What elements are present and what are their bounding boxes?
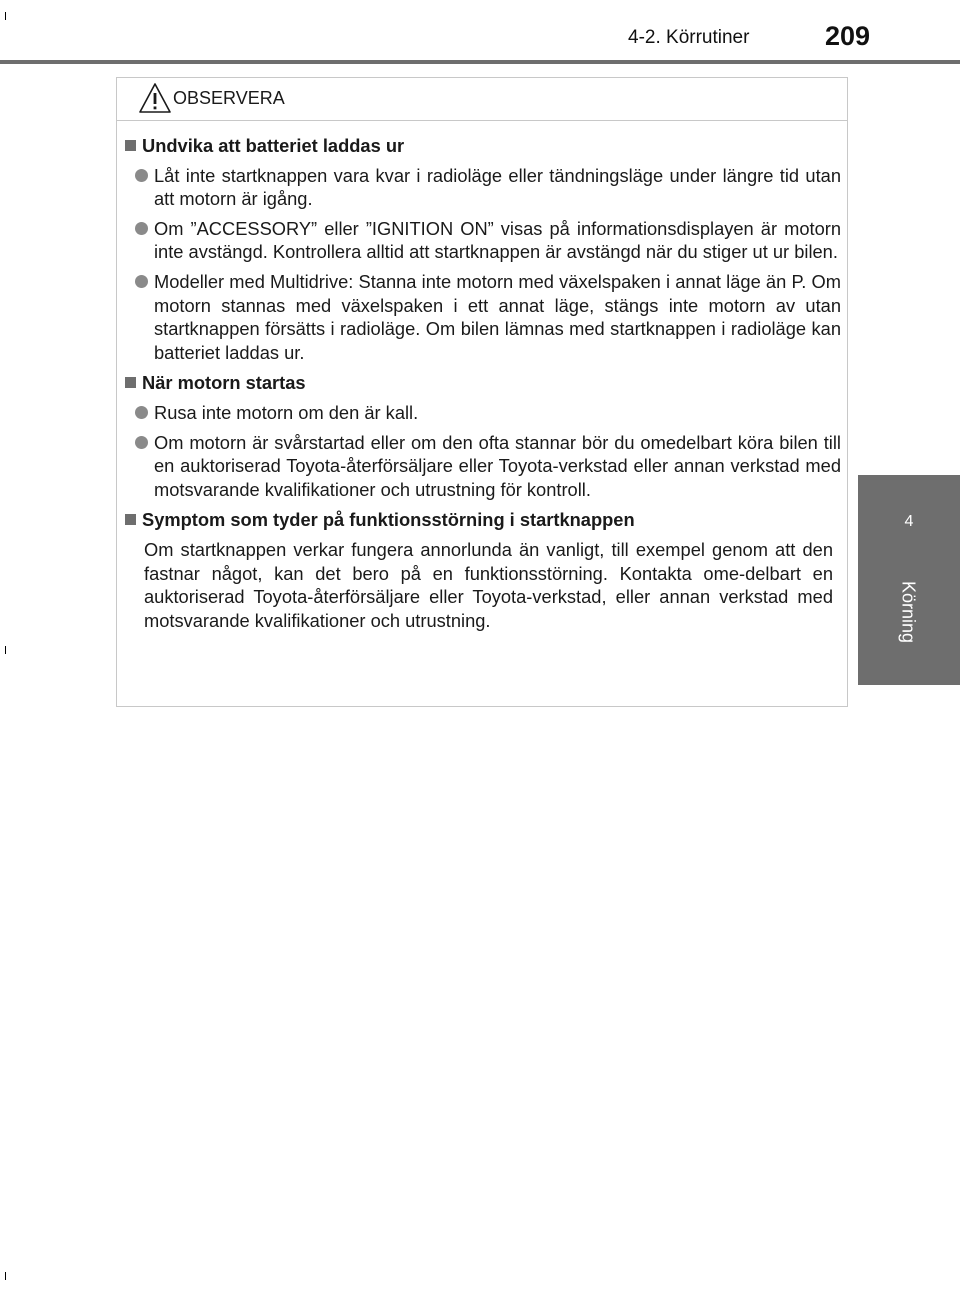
section-title: 4-2. Körrutiner [628, 27, 750, 48]
page-number: 209 [825, 21, 871, 51]
crop-mark [5, 12, 6, 20]
caution-box [116, 77, 848, 707]
list-item-text: Om motorn är svårstartad eller om den ofta stannar bör du omedelbart köra bilen till en auktoriserad Toyota-återförsäljare eller Toyota-verkstad eller annan verkstad med motsvarande kvalifikationer och utrustning för kontroll. [154, 431, 841, 500]
list-item [135, 431, 841, 502]
list-item [135, 217, 841, 264]
section-heading-text: Undvika att batteriet laddas ur [142, 135, 405, 156]
square-bullet-icon [125, 514, 136, 525]
crop-mark [5, 646, 6, 654]
list-item-text: Om ”ACCESSORY” eller ”IGNITION ON” visas på informationsdisplayen är motorn inte avstängd. Kontrollera alltid att startknappen är avstängd när du stiger ut ur bilen. [154, 217, 841, 263]
section-heading [125, 371, 841, 395]
section-heading [125, 508, 841, 532]
chapter-tab-number: 4 [904, 513, 914, 530]
list-item [135, 270, 841, 364]
section-heading-text: Symptom som tyder på funktionsstörning i startknappen [142, 509, 635, 531]
caution-label: OBSERVERA [173, 88, 285, 108]
circle-bullet-icon [135, 222, 148, 235]
section-heading [125, 134, 841, 158]
circle-bullet-icon [135, 406, 148, 419]
list-item-text: Modeller med Multidrive: Stanna inte motorn med växelspaken i annat läge än P. Om motorn stannas med växelspaken i ett annat läge, stängs inte motorn av utan startknappen försätts i radioläge. Om bilen lämnas med startknappen i radioläge kan batteriet laddas ur. [154, 270, 841, 363]
square-bullet-icon [125, 140, 136, 151]
chapter-tab-label: Körning [898, 580, 919, 644]
circle-bullet-icon [135, 169, 148, 182]
section-paragraph: Om startknappen verkar fungera annorlunda än vanligt, till exempel genom att den fastnar något, kan det bero på en funktionsstörning. Kontakta ome-delbart en auktoriserad Toyota-återförsäljare eller Toyota-verkstad, eller annan verkstad med motsvarande kvalifikationer och utrustning. [144, 538, 833, 631]
square-bullet-icon [125, 377, 136, 388]
crop-mark [5, 1272, 6, 1280]
header-rule [0, 60, 960, 64]
list-item-text: Rusa inte motorn om den är kall. [154, 401, 419, 423]
list-item [135, 401, 841, 425]
section-heading-text: När motorn startas [142, 372, 306, 394]
list-item [135, 164, 841, 211]
list-item-text: Låt inte startknappen vara kvar i radioläge eller tändningsläge under längre tid utan att motorn är igång. [154, 164, 841, 210]
caution-content [125, 134, 841, 632]
warning-triangle-icon [138, 82, 172, 114]
circle-bullet-icon [135, 275, 148, 288]
caution-header [117, 78, 847, 121]
circle-bullet-icon [135, 436, 148, 449]
